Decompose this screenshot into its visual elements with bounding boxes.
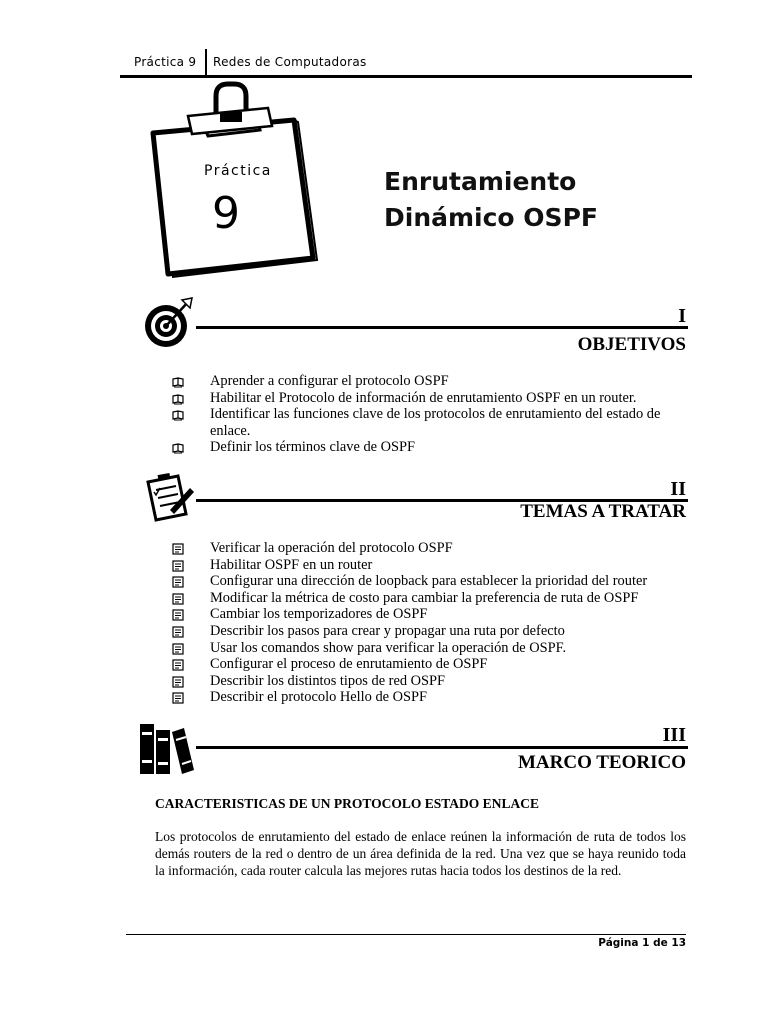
objectives-list [172, 373, 686, 456]
list-item: Aprender a configurar el protocolo OSPF [172, 373, 686, 390]
subheading: CARACTERISTICAS DE UN PROTOCOLO ESTADO ENLACE [155, 796, 539, 811]
section-1-title: OBJETIVOS [577, 334, 686, 355]
list-item: Configurar el proceso de enrutamiento de OSPF [172, 656, 686, 673]
form-bullet-icon [172, 659, 184, 671]
list-item: Definir los términos clave de OSPF [172, 439, 686, 456]
list-item: Configurar una dirección de loopback para establecer la prioridad del router [172, 573, 686, 590]
section-2-numeral: II [670, 478, 686, 500]
books-icon [136, 718, 196, 776]
form-bullet-icon [172, 576, 184, 588]
header-practice: Práctica 9 [134, 55, 197, 69]
section-3-title: MARCO TEORICO [517, 752, 686, 773]
form-bullet-icon [172, 676, 184, 688]
topics-list [172, 540, 686, 706]
checklist-icon [142, 470, 194, 522]
form-bullet-icon [172, 626, 184, 638]
cover-label: Práctica [204, 163, 272, 179]
list-item: Verificar la operación del protocolo OSPF [172, 540, 686, 557]
target-icon [142, 296, 194, 348]
list-item: Describir el protocolo Hello de OSPF [172, 689, 686, 706]
body-paragraph: Los protocolos de enrutamiento del estado de enlace reúnen la información de ruta de todos los demás routers de la red o dentro de un área definida de la red. Una vez que se haya reunido toda la información, cada router calcula las mejores rutas hacia todos los destinos de la red. [155, 829, 686, 878]
section-2-title: TEMAS A TRATAR [520, 501, 686, 522]
form-bullet-icon [172, 543, 184, 555]
list-item: Habilitar OSPF en un router [172, 557, 686, 574]
title-line-1: Enrutamiento [384, 167, 577, 196]
cover-number: 9 [212, 188, 240, 239]
form-bullet-icon [172, 609, 184, 621]
form-bullet-icon [172, 593, 184, 605]
form-bullet-icon [172, 692, 184, 704]
title-line-2: Dinámico OSPF [384, 203, 598, 232]
book-bullet-icon [172, 442, 184, 454]
list-item: Cambiar los temporizadores de OSPF [172, 606, 686, 623]
book-bullet-icon [172, 393, 184, 405]
footer-rule [126, 934, 686, 935]
list-item: Modificar la métrica de costo para cambiar la preferencia de ruta de OSPF [172, 590, 686, 607]
header-divider [205, 49, 207, 77]
list-item: Habilitar el Protocolo de información de enrutamiento OSPF en un router. [172, 390, 686, 407]
list-item: Identificar las funciones clave de los protocolos de enrutamiento del estado de enlace. [172, 406, 686, 439]
page-number: Página 1 de 13 [598, 937, 686, 949]
section-1-numeral: I [678, 305, 686, 327]
book-bullet-icon [172, 376, 184, 388]
list-item: Describir los pasos para crear y propagar una ruta por defecto [172, 623, 686, 640]
form-bullet-icon [172, 643, 184, 655]
list-item: Usar los comandos show para verificar la operación de OSPF. [172, 640, 686, 657]
form-bullet-icon [172, 560, 184, 572]
list-item: Describir los distintos tipos de red OSPF [172, 673, 686, 690]
clipboard-icon [148, 78, 320, 280]
book-bullet-icon [172, 409, 184, 421]
document-title [384, 164, 598, 236]
header-course: Redes de Computadoras [213, 55, 367, 69]
section-3-numeral: III [662, 724, 686, 746]
